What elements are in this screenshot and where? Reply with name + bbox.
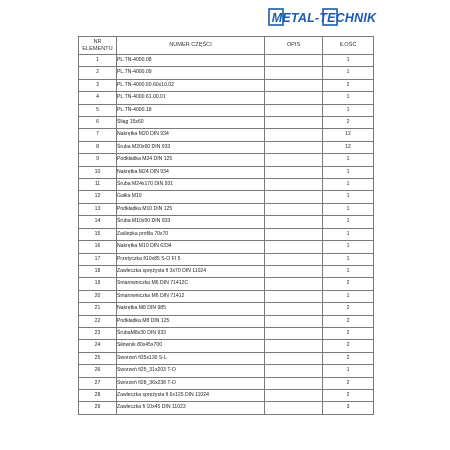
description-cell	[265, 340, 323, 352]
table-row	[79, 141, 374, 153]
quantity-cell: 1	[323, 253, 374, 265]
description-cell	[265, 117, 323, 129]
row-number-cell: 25	[79, 352, 117, 364]
part-number-cell: PL.TN-4000.61.00.01	[117, 92, 265, 104]
table-row	[79, 67, 374, 79]
description-cell	[265, 216, 323, 228]
column-header-nr	[79, 37, 117, 55]
description-cell	[265, 265, 323, 277]
table-row	[79, 253, 374, 265]
table-row	[79, 117, 374, 129]
table-row	[79, 278, 374, 290]
part-number-cell: Przetyczka fi10x85 S-O FI 5	[117, 253, 265, 265]
part-number-cell: Podkładka M10 DIN 125	[117, 203, 265, 215]
table-row	[79, 203, 374, 215]
quantity-cell: 1	[323, 92, 374, 104]
quantity-cell: 2	[323, 389, 374, 401]
quantity-cell: 2	[323, 79, 374, 91]
part-number-cell: Sworzeń fi28_36x238 T-O	[117, 377, 265, 389]
description-cell	[265, 377, 323, 389]
part-number-cell: Smarowniczka M6 DIN 71412C	[117, 278, 265, 290]
description-cell	[265, 352, 323, 364]
table-row	[79, 191, 374, 203]
table-row	[79, 365, 374, 377]
part-number-cell: Podkładka M24 DIN 125	[117, 154, 265, 166]
row-number-cell: 4	[79, 92, 117, 104]
quantity-cell: 2	[323, 303, 374, 315]
description-cell	[265, 203, 323, 215]
table-row	[79, 352, 374, 364]
part-number-cell: Zawleczka sprężysta fi 6x125 DIN 11024	[117, 389, 265, 401]
row-number-cell: 22	[79, 315, 117, 327]
description-cell	[265, 315, 323, 327]
table-row	[79, 179, 374, 191]
part-number-cell: Śruba M24x170 DIN 931	[117, 179, 265, 191]
table-row	[79, 79, 374, 91]
row-number-cell: 24	[79, 340, 117, 352]
row-number-cell: 12	[79, 191, 117, 203]
table-row	[79, 303, 374, 315]
description-cell	[265, 303, 323, 315]
quantity-cell: 12	[323, 129, 374, 141]
part-number-cell: Zawleczka sprężysta fi 3x70 DIN 11024	[117, 265, 265, 277]
logo-text: METAL-TECHNIK	[271, 11, 377, 25]
table-row	[79, 340, 374, 352]
row-number-cell: 23	[79, 327, 117, 339]
row-number-cell: 14	[79, 216, 117, 228]
column-header-nr-line1: NR	[93, 39, 102, 46]
description-cell	[265, 129, 323, 141]
quantity-cell: 1	[323, 104, 374, 116]
quantity-cell: 1	[323, 290, 374, 302]
part-number-cell: PL.TN-4000.60.60x10.02	[117, 79, 265, 91]
part-number-cell: Nakrętka M24 DIN 934	[117, 166, 265, 178]
part-number-cell: Sworzeń fi25_31x203 T-O	[117, 365, 265, 377]
table-row	[79, 241, 374, 253]
row-number-cell: 17	[79, 253, 117, 265]
table-header-row	[79, 37, 374, 55]
column-header-qty: ILOŚĆ	[323, 37, 374, 55]
part-number-cell: Smarowniczka M6 DIN 71412	[117, 290, 265, 302]
metal-technik-logo-icon	[268, 6, 380, 28]
row-number-cell: 2	[79, 67, 117, 79]
column-header-nr-line2: ELEMENTU	[82, 45, 113, 52]
row-number-cell: 10	[79, 166, 117, 178]
part-number-cell: Siłownik 80x45x700	[117, 340, 265, 352]
description-cell	[265, 278, 323, 290]
table-row	[79, 166, 374, 178]
part-number-cell: PL.TN-4000.18	[117, 104, 265, 116]
column-header-name: NUMER CZĘŚCI	[117, 37, 265, 55]
description-cell	[265, 327, 323, 339]
quantity-cell: 2	[323, 327, 374, 339]
description-cell	[265, 104, 323, 116]
quantity-cell: 1	[323, 191, 374, 203]
part-number-cell: Zaślepka profila 70x70	[117, 228, 265, 240]
row-number-cell: 19	[79, 278, 117, 290]
part-number-cell: PL.TN-4000.09	[117, 67, 265, 79]
quantity-cell: 2	[323, 377, 374, 389]
quantity-cell: 1	[323, 55, 374, 67]
part-number-cell: Śliąg 15x60	[117, 117, 265, 129]
row-number-cell: 18	[79, 265, 117, 277]
row-number-cell: 1	[79, 55, 117, 67]
table-row	[79, 389, 374, 401]
row-number-cell: 5	[79, 104, 117, 116]
column-header-opis: OPIS	[265, 37, 323, 55]
table-row	[79, 154, 374, 166]
table-row	[79, 402, 374, 414]
table-row	[79, 290, 374, 302]
row-number-cell: 9	[79, 154, 117, 166]
parts-list-sheet	[78, 36, 373, 415]
table-row	[79, 216, 374, 228]
table-row	[79, 92, 374, 104]
part-number-cell: Nakrętka M20 DIN 934	[117, 129, 265, 141]
description-cell	[265, 389, 323, 401]
description-cell	[265, 402, 323, 414]
row-number-cell: 15	[79, 228, 117, 240]
quantity-cell: 2	[323, 278, 374, 290]
part-number-cell: Sworzeń fi35x130 S-L	[117, 352, 265, 364]
row-number-cell: 28	[79, 389, 117, 401]
part-number-cell: Nakrętka M8 DIN 985	[117, 303, 265, 315]
row-number-cell: 11	[79, 179, 117, 191]
table-row	[79, 265, 374, 277]
quantity-cell: 2	[323, 117, 374, 129]
quantity-cell: 1	[323, 365, 374, 377]
quantity-cell: 12	[323, 141, 374, 153]
description-cell	[265, 241, 323, 253]
description-cell	[265, 92, 323, 104]
row-number-cell: 8	[79, 141, 117, 153]
table-row	[79, 104, 374, 116]
description-cell	[265, 228, 323, 240]
quantity-cell: 1	[323, 179, 374, 191]
description-cell	[265, 290, 323, 302]
row-number-cell: 26	[79, 365, 117, 377]
quantity-cell: 1	[323, 203, 374, 215]
row-number-cell: 21	[79, 303, 117, 315]
quantity-cell: 1	[323, 166, 374, 178]
part-number-cell: Nakrętka M10 DIN 6334	[117, 241, 265, 253]
description-cell	[265, 191, 323, 203]
table-row	[79, 129, 374, 141]
row-number-cell: 3	[79, 79, 117, 91]
row-number-cell: 6	[79, 117, 117, 129]
part-number-cell: Śruba M20x60 DIN 933	[117, 141, 265, 153]
table-row	[79, 315, 374, 327]
part-number-cell: Podkładka M8 DIN 125	[117, 315, 265, 327]
description-cell	[265, 141, 323, 153]
description-cell	[265, 365, 323, 377]
quantity-cell: 1	[323, 67, 374, 79]
row-number-cell: 16	[79, 241, 117, 253]
quantity-cell: 2	[323, 352, 374, 364]
quantity-cell: 1	[323, 216, 374, 228]
part-number-cell: Zawleczka fi 10x45 DIN 11023	[117, 402, 265, 414]
table-row	[79, 228, 374, 240]
description-cell	[265, 166, 323, 178]
description-cell	[265, 179, 323, 191]
parts-table	[78, 36, 374, 415]
description-cell	[265, 253, 323, 265]
quantity-cell: 1	[323, 154, 374, 166]
part-number-cell: ŚrubaM8x30 DIN 933	[117, 327, 265, 339]
description-cell	[265, 79, 323, 91]
quantity-cell: 3	[323, 402, 374, 414]
description-cell	[265, 67, 323, 79]
part-number-cell: Gałka M10	[117, 191, 265, 203]
table-row	[79, 55, 374, 67]
quantity-cell: 2	[323, 340, 374, 352]
row-number-cell: 20	[79, 290, 117, 302]
row-number-cell: 29	[79, 402, 117, 414]
quantity-cell: 1	[323, 241, 374, 253]
row-number-cell: 7	[79, 129, 117, 141]
row-number-cell: 27	[79, 377, 117, 389]
company-logo	[268, 6, 380, 28]
part-number-cell: Śruba M10x50 DIN 933	[117, 216, 265, 228]
quantity-cell: 1	[323, 265, 374, 277]
quantity-cell: 1	[323, 228, 374, 240]
table-row	[79, 377, 374, 389]
description-cell	[265, 154, 323, 166]
row-number-cell: 13	[79, 203, 117, 215]
part-number-cell: PL.TN-4000.08	[117, 55, 265, 67]
table-row	[79, 327, 374, 339]
description-cell	[265, 55, 323, 67]
quantity-cell: 2	[323, 315, 374, 327]
